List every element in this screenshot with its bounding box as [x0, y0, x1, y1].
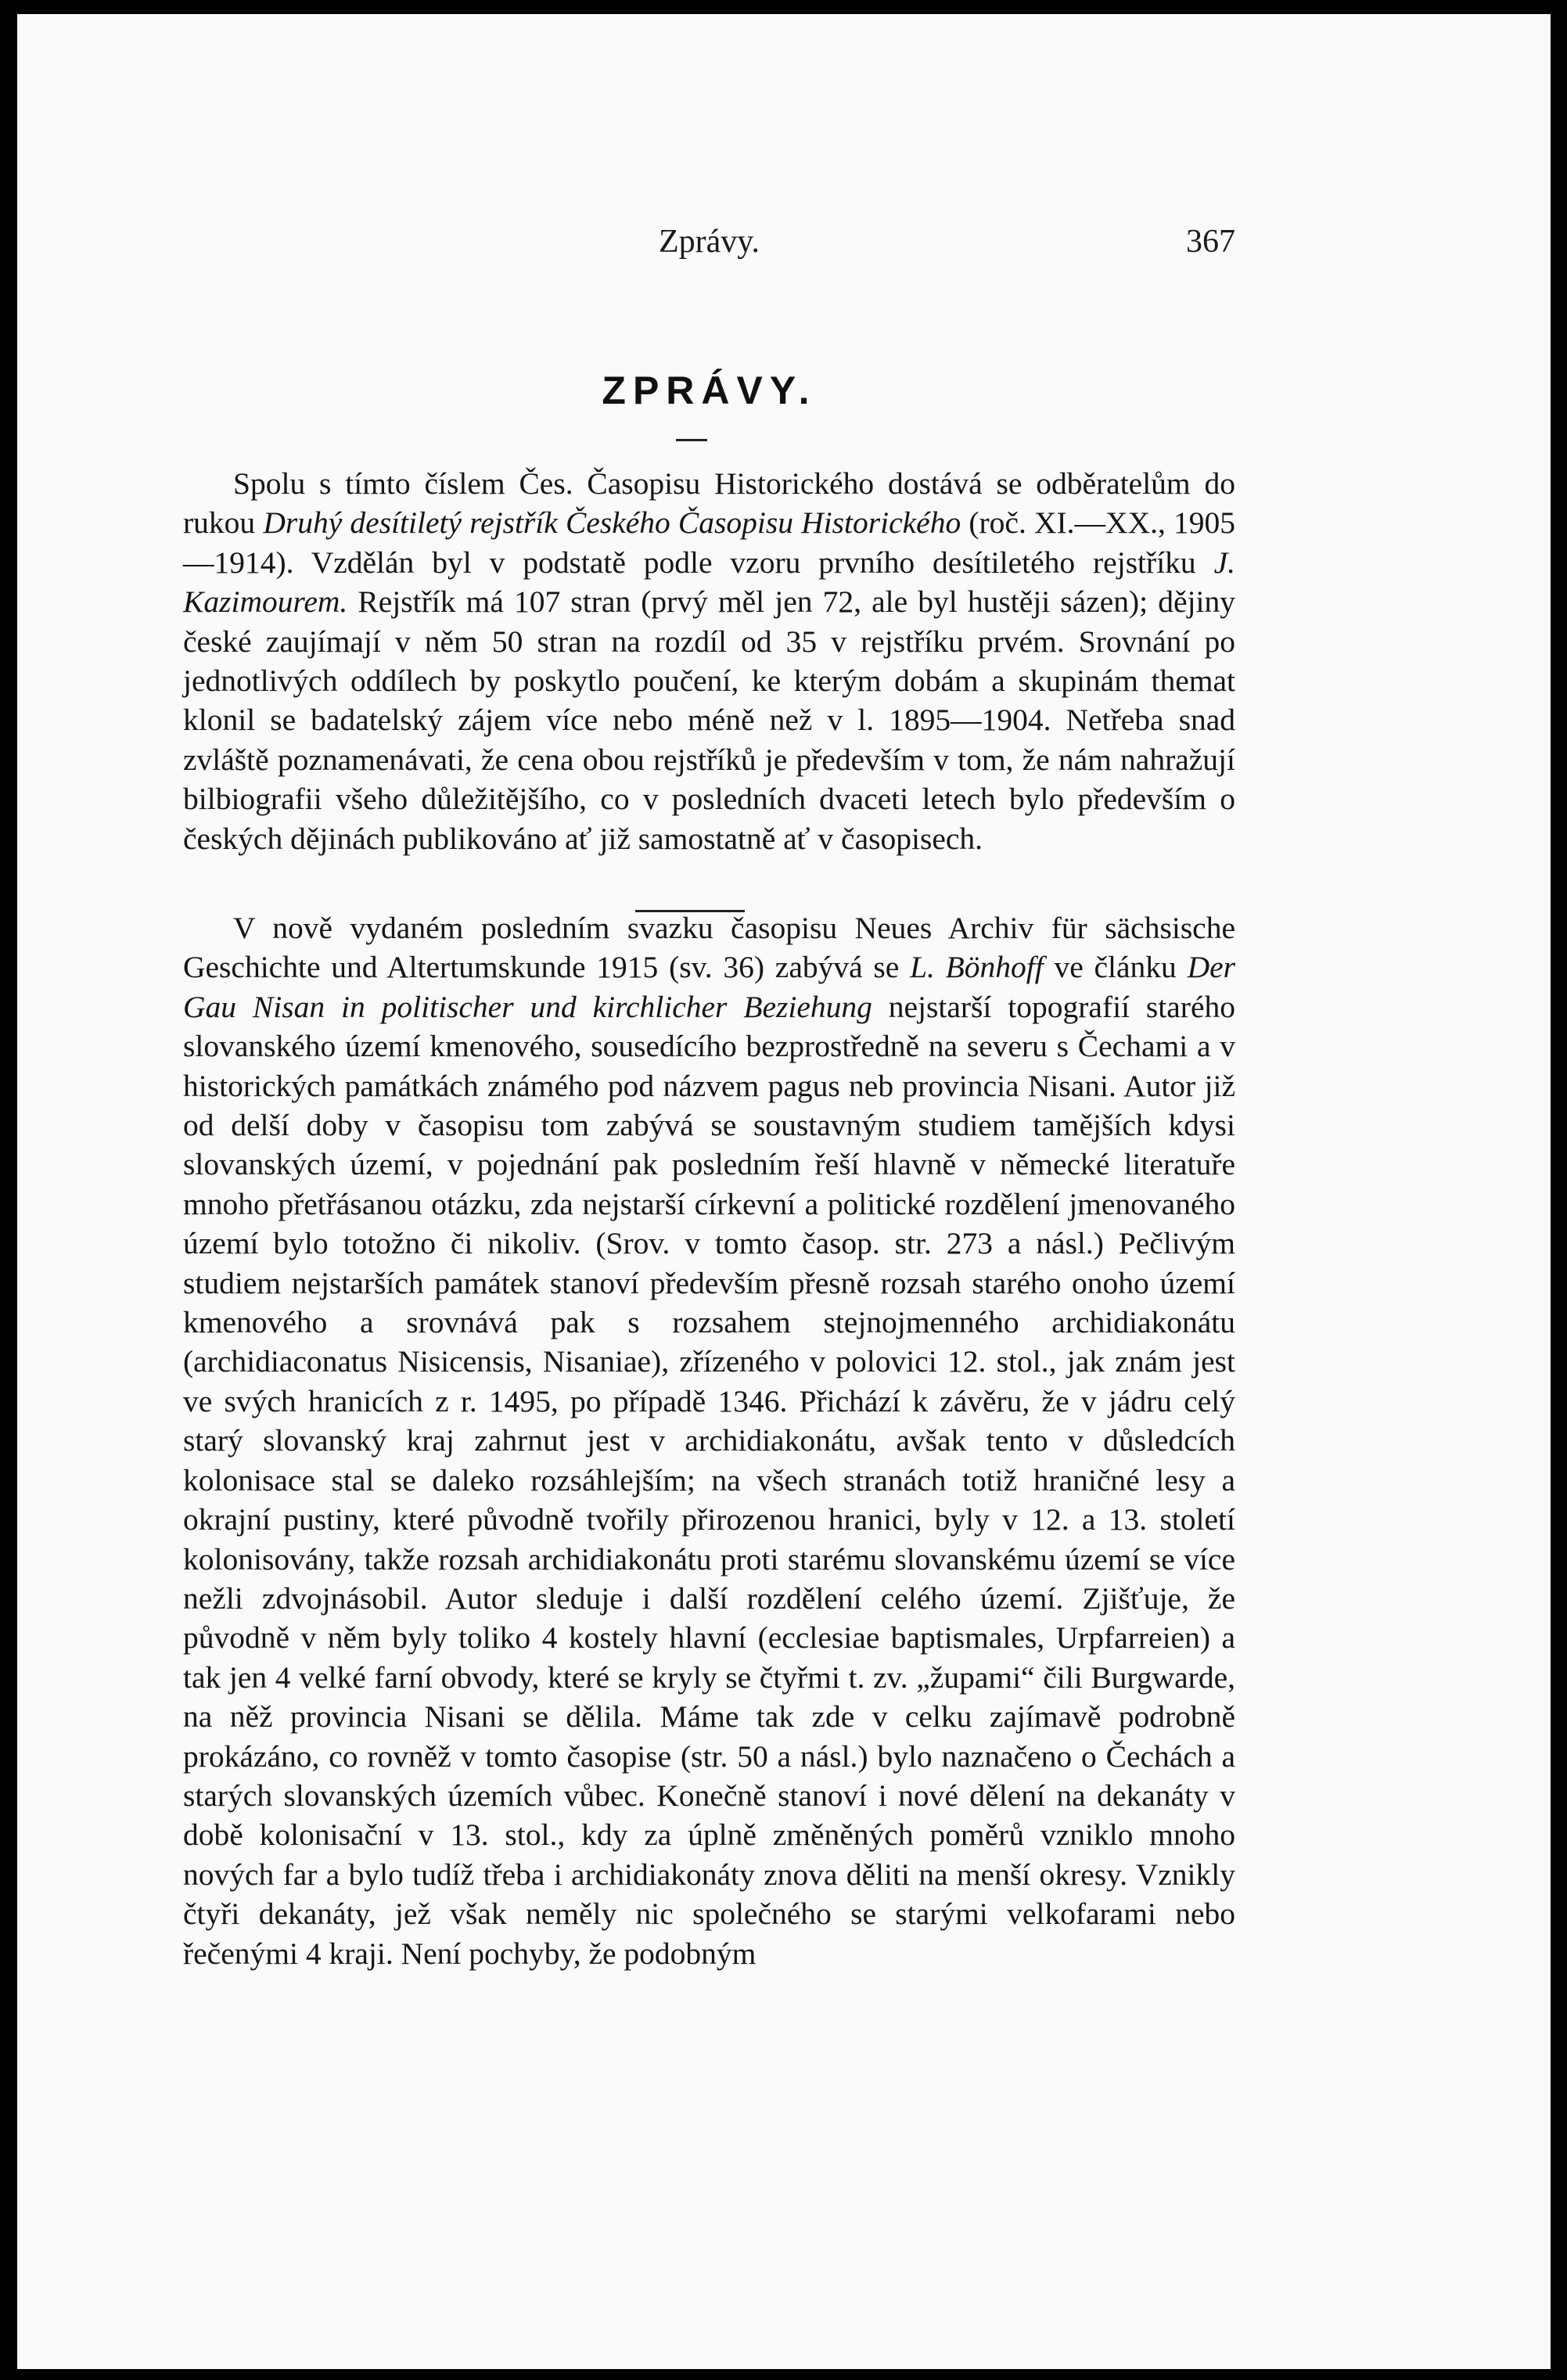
- author-name-italic: L. Bönhoff: [910, 950, 1044, 985]
- paragraph-text: nejstarší topografií starého slovanského území kmenového, sousedícího bezprostředně na severu s Čechami a v historických památkách známého pod názvem pagus neb provincia Nisani. Autor již od delší doby v časopisu tom zabývá se soustavným studiem tamějších kdysi slovanských území, v pojednání pak posledním řeší hlavně v německé literatuře mnoho přetřásanou otázku, zda nejstarší církevní a politické rozdělení jmenovaného území bylo totožno či nikoliv. (Srov. v tomto časop. str. 273 a násl.) Pečlivým studiem nejstarších památek stanoví především přesně rozsah starého onoho území kmenového a srovnává pak s rozsahem stejnojmenného archidiakonátu (archidiaconatus Nisicensis, Nisaniae), zřízeného v polovici 12. stol., jak znám jest ve svých hranicích z r. 1495, po případě 1346. Přichází k závěru, že v jádru celý starý slovanský kraj zahrnut jest v archidiakonátu, avšak tento v důsledcích kolonisace stal se daleko rozsáhlejším; na všech stranách totiž hraničné lesy a okrajní pustiny, které původně tvořily přirozenou hranici, byly v 12. a 13. století kolonisovány, takže rozsah archidiakonátu proti starému slovanskému území se více nežli zdvojnásobil. Autor sleduje i další rozdělení celého území. Zjišťuje, že původně v něm byly toliko 4 kostely hlavní (ecclesiae baptismales, Urpfarreien) a tak jen 4 velké farní obvody, které se kryly se čtyřmi t. zv. „župami“ čili Burgwarde, na něž provincia Nisani se dělila. Máme tak zde v celku zajímavě podrobně prokázáno, co rovněž v tomto časopise (str. 50 a násl.) bylo naznačeno o Čechách a starých slovanských územích vůbec. Konečně stanoví i nové dělení na dekanáty v době kolonisační v 13. stol., kdy za úplně změněných poměrů vzniklo mnoho nových far a bylo tudíž třeba i archidiakonáty znova děliti na menší okresy. Vznikly čtyři dekanáty, jež však neměly nic společného se starými velkofarami nebo řečenými 4 kraji. Není pochyby, že podobným: [183, 989, 1235, 1971]
- article-title-italic: Der Gau Nisan in politischer und kirchlicher Beziehung: [183, 950, 1235, 1024]
- paragraph-text: Spolu s tímto číslem Čes. Časopisu Historického dostává se odběratelům do rukou: [183, 466, 1235, 541]
- paragraph-nisan: [183, 908, 1235, 1973]
- running-title: Zprávy.: [658, 224, 760, 260]
- book-title-italic: Druhý desítiletý rejstřík Českého Časopisu Historického: [263, 505, 961, 541]
- paragraph-text: (roč. XI.—XX., 1905—1914). Vzdělán byl v podstatě podle vzoru prvního desítiletého rejstříku: [183, 505, 1236, 580]
- paragraph-text: ve článku: [1043, 950, 1188, 985]
- running-head: [183, 223, 1235, 270]
- author-name-italic: J. Kazimourem.: [183, 545, 1235, 620]
- heading-rule: [676, 439, 707, 441]
- page-number: 367: [1186, 224, 1235, 260]
- paragraph-rejstrik: [183, 464, 1235, 858]
- paragraph-text: V nově vydaném posledním svazku časopisu Neues Archiv für sächsische Geschichte und Altertumskunde 1915 (sv. 36) zabývá se: [183, 911, 1235, 985]
- paragraph-text: Rejstřík má 107 stran (prvý měl jen 72, ale byl hustěji sázen); dějiny české zaujímají v něm 50 stran na rozdíl od 35 v rejstříku prvém. Srovnání po jednotlivých oddílech by poskytlo poučení, ke kterým dobám a skupinám themat klonil se badatelský zájem více nebo méně než v l. 1895—1904. Netřeba snad zvláště poznamenávati, že cena obou rejstříků je především v tom, že nám nahražují bilbiografii všeho důležitějšího, co v posledních dvaceti letech bylo především o českých dějinách publikováno ať již samostatně ať v časopisech.: [183, 584, 1235, 856]
- section-heading: ZPRÁVY.: [602, 369, 817, 412]
